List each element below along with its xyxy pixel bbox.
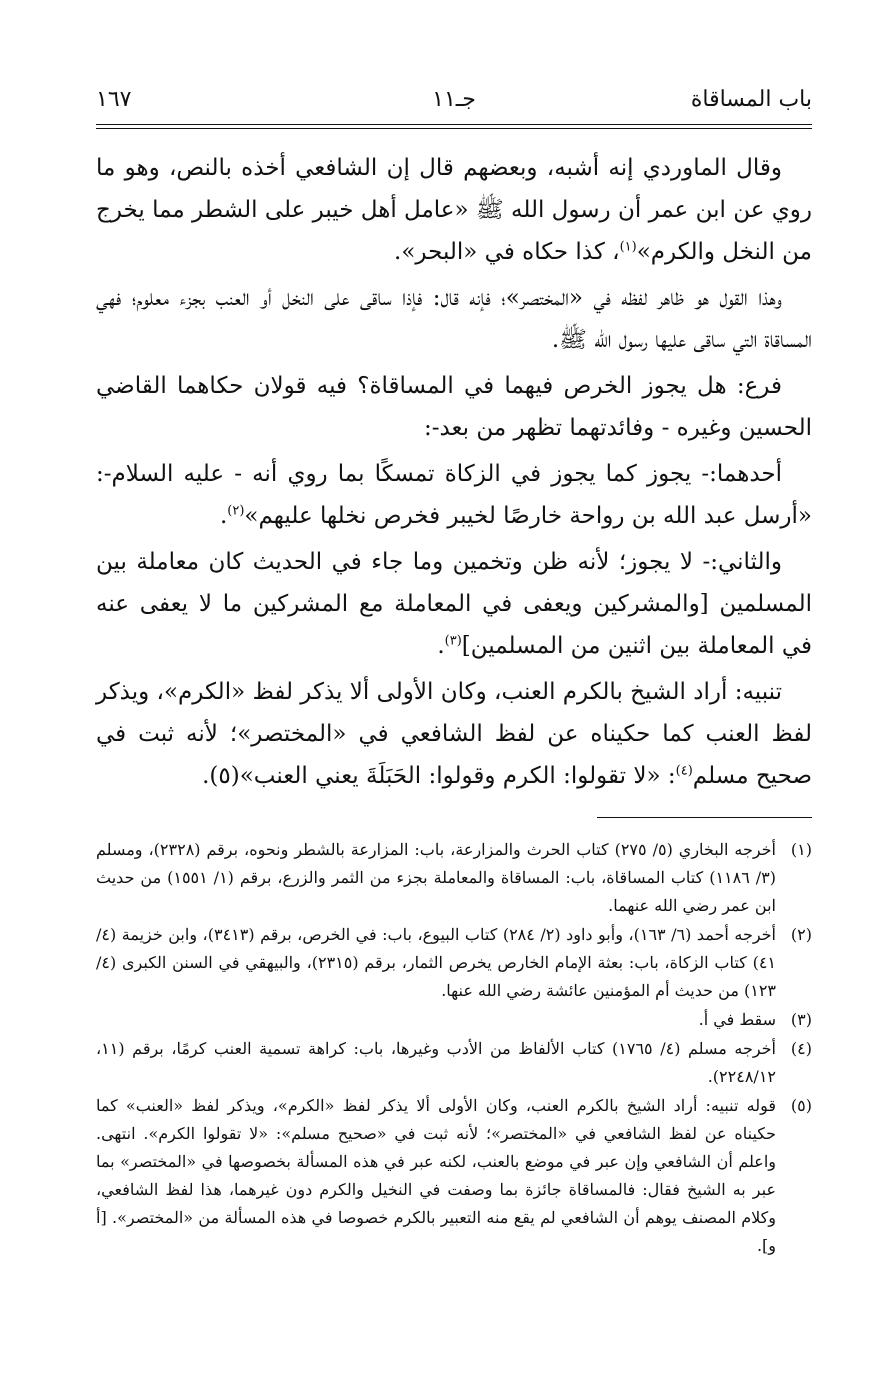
footnote-ref: (١)	[619, 239, 637, 255]
footnote	[96, 836, 812, 920]
volume-label: جـ١١	[432, 87, 476, 112]
paragraph: أحدهما:- يجوز كما يجوز في الزكاة تمسكًا بما روي أنه - عليه السلام-: «أرسل عبد الله بن رواحة خارصًا لخيبر فخرص نخلها عليهم»$^{(٢)}$.	[96, 461, 812, 529]
paragraph: والثاني:- لا يجوز؛ لأنه ظن وتخمين وما جاء في الحديث كان معاملة بين المسلمين [والمشركين ويعفى في المعاملة مع المشركين ما لا يعفى عنه في المعاملة بين اثنين من المسلمين]$^{(٣)}$.	[96, 549, 812, 659]
footnote-number: (٥)	[790, 1096, 812, 1115]
footnote-number: (٤)	[790, 1039, 812, 1058]
footnote-ref: (٤)	[675, 763, 693, 779]
main-text	[96, 147, 812, 797]
paragraph: وهذا القول هو ظاهر لفظه في «المختصر»؛ فإنه قال: فإذا ساقى على النخل أو العنب بجزء معلوم؛ فهي المساقاة التي ساقى عليها رسول الله ﷺ.	[96, 285, 812, 353]
paragraph: فرع: هل يجوز الخرص فيهما في المساقاة؟ فيه قولان حكاهما القاضي الحسين وغيره - وفائدتهما تظهر من بعد-:	[96, 373, 812, 441]
footnote-ref: (٣)	[444, 633, 462, 649]
footnotes	[96, 836, 812, 1260]
book-page	[96, 80, 812, 1261]
footnote	[96, 921, 812, 1005]
paragraph: تنبيه: أراد الشيخ بالكرم العنب، وكان الأولى ألا يذكر لفظ «الكرم»، ويذكر لفظ العنب كما حكيناه عن لفظ الشافعي في «المختصر»؛ لأنه ثبت في صحيح مسلم$^{(٤)}$: «لا تقولوا: الكرم وقولوا: الحَبَلَةَ يعني العنب»(٥).	[96, 679, 812, 789]
footnote-text: سقط في أ.	[698, 1010, 776, 1029]
paragraph: وقال الماوردي إنه أشبه، وبعضهم قال إن الشافعي أخذه بالنص، وهو ما روي عن ابن عمر أن رسول الله ﷺ «عامل أهل خيبر على الشطر مما يخرج من النخل والكرم»$^{(١)}$، كذا حكاه في «البحر».	[96, 155, 812, 265]
footnote-text: أخرجه مسلم (٤/ ١٧٦٥) كتاب الألفاظ من الأدب وغيرها، باب: كراهة تسمية العنب كرمًا، برقم (١١، ٢٢٤٨/١٢).	[96, 1039, 777, 1086]
page-number: ١٦٧	[96, 87, 132, 112]
footnote-text: أخرجه البخاري (٥/ ٢٧٥) كتاب الحرث والمزارعة، باب: المزارعة بالشطر ونحوه، برقم (٢٣٢٨)، ومسلم (٣/ ١١٨٦) كتاب المساقاة، باب: المساقاة والمعاملة بجزء من الثمر والزرع، برقم (١/ ١٥٥١) من حديث ابن عمر رضي الله عنهما.	[96, 840, 777, 915]
running-header	[96, 80, 812, 120]
footnote-text: قوله تنبيه: أراد الشيخ بالكرم العنب، وكان الأولى ألا يذكر لفظ «الكرم»، ويذكر لفظ «العنب» كما حكيناه عن لفظ الشافعي في «المختصر»؛ لأنه ثبت في «صحيح مسلم»: «لا تقولوا الكرم». انتهى. واعلم أن الشافعي وإن عبر في موضع بالعنب، لكنه عبر في هذه المسألة بخصوصها في «المختصر» بما عبر به الشيخ فقال: فالمساقاة جائزة بما وصفت في النخيل والكرم دون غيرهما، هذا لفظ الشافعي، وكلام المصنف يوهم أن الشافعي لم يقع منه التعبير بالكرم خصوصا في هذه المسألة من «المختصر». [أ و].	[96, 1096, 776, 1255]
chapter-title: باب المساقاة	[690, 87, 812, 112]
header-rule-thin	[96, 124, 812, 125]
footnote	[96, 1035, 812, 1091]
footnote-ref: (٢)	[227, 503, 245, 519]
footnote	[96, 1092, 812, 1260]
footnote-number: (١)	[790, 840, 812, 859]
footnote	[96, 1006, 812, 1034]
footnote-number: (٣)	[790, 1010, 812, 1029]
footnote-number: (٢)	[790, 925, 812, 944]
footnote-separator	[597, 817, 812, 818]
footnote-text: أخرجه أحمد (٦/ ١٦٣)، وأبو داود (٢/ ٢٨٤) كتاب البيوع، باب: في الخرص، برقم (٣٤١٣)، وابن خزيمة (٤/ ٤١) كتاب الزكاة، باب: بعثة الإمام الخارص يخرص الثمار، برقم (٢٣١٥)، والبيهقي في السنن الكبرى (٤/ ١٢٣) من حديث أم المؤمنين عائشة رضي الله عنها.	[96, 925, 777, 1000]
header-rule-thick	[96, 128, 812, 129]
